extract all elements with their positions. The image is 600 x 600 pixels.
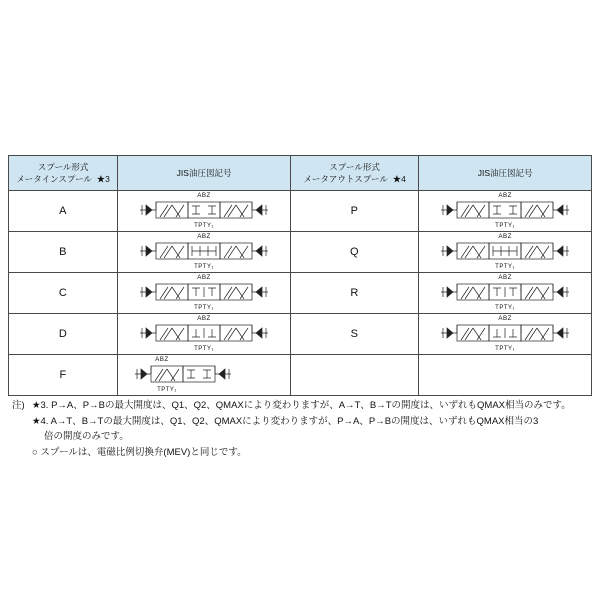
symbol-port-labels-bottom: TPTY₁: [495, 305, 516, 311]
jis-symbol-in: [118, 191, 291, 232]
symbol-port-labels-top: ABZ: [197, 315, 211, 322]
valve-symbol-svg: [138, 200, 270, 222]
table-row: [9, 191, 592, 232]
footnote-row: [12, 398, 588, 414]
jis-symbol-out: [419, 273, 592, 314]
symbol-port-labels-top: ABZ: [498, 233, 512, 240]
meter-out-code: R: [290, 273, 418, 314]
jis-symbol-out: [419, 191, 592, 232]
symbol-port-labels-bottom: TPTY₁: [495, 223, 516, 229]
footnote-body-2: A→T、B→Tの最大開度は、Q1、Q2、QMAXにより変わりますが、P→A、P→Bの開度は、いずれもQMAX相当の3: [50, 415, 539, 427]
footnote-text: [32, 445, 588, 461]
header-meter-in-line2: メータインスプール ★3: [16, 174, 110, 184]
header-meter-out-line1: スプール形式: [329, 161, 380, 172]
symbol-port-labels-top: ABZ: [197, 233, 211, 240]
header-meter-out-type: [290, 156, 418, 191]
valve-symbol-svg: [138, 323, 270, 345]
symbol-port-labels-bottom: TPTY₁: [194, 346, 214, 352]
meter-in-code: C: [9, 273, 118, 314]
jis-symbol-in: [118, 355, 291, 396]
valve-symbol-diagram: [127, 355, 259, 395]
meter-in-code: F: [9, 355, 118, 396]
valve-symbol-svg: [138, 241, 270, 263]
footnotes: [12, 398, 588, 461]
header-meter-in-star: ★3: [96, 174, 110, 184]
valve-symbol-diagram: [439, 314, 571, 354]
meter-in-code: D: [9, 314, 118, 355]
valve-symbol-diagram: [138, 191, 270, 231]
table-row: [9, 355, 592, 396]
symbol-port-labels-top: ABZ: [498, 192, 512, 199]
header-jis-symbol-out: JIS油圧図記号: [419, 156, 592, 191]
symbol-port-labels-top: ABZ: [197, 192, 211, 199]
symbol-port-labels-bottom: TPTY₁: [194, 305, 214, 311]
table-row: [9, 232, 592, 273]
meter-out-code: S: [290, 314, 418, 355]
valve-symbol-diagram: [138, 314, 270, 354]
header-meter-in-line1: スプール形式: [37, 161, 89, 172]
meter-out-code: [290, 355, 418, 396]
valve-symbol-diagram: [439, 191, 571, 231]
symbol-port-labels-bottom: TPTY₁: [495, 346, 516, 352]
meter-out-code: Q: [290, 232, 418, 273]
meter-in-code: A: [9, 191, 118, 232]
valve-symbol-diagram: [439, 232, 571, 272]
header-meter-out-star: ★4: [392, 174, 406, 184]
footnote-tag-2: ★4.: [32, 415, 49, 427]
meter-out-code: P: [290, 191, 418, 232]
footnote-row: [12, 429, 588, 445]
valve-symbol-svg: [127, 364, 259, 386]
footnote-row: [12, 414, 588, 430]
header-meter-in-type: [9, 156, 118, 191]
jis-symbol-out: [419, 314, 592, 355]
symbol-port-labels-top: ABZ: [498, 315, 512, 322]
footnote-text: [32, 414, 588, 430]
symbol-port-labels-bottom: TPTY₁: [194, 264, 214, 270]
footnote-lead: 注): [12, 400, 25, 411]
footnote-tag-1: ★3.: [32, 400, 49, 411]
valve-symbol-svg: [439, 200, 571, 222]
symbol-port-labels-bottom: TPTY₁: [157, 387, 177, 393]
footnote-continuation: 倍の開度のみです。: [44, 431, 129, 443]
footnote-tag-3: ○: [32, 447, 38, 459]
jis-symbol-in: [118, 314, 291, 355]
table-header-row: [9, 156, 592, 191]
valve-symbol-diagram: [138, 232, 270, 272]
footnote-body-3: スプールは、電磁比例切換弁(MEV)と同じです。: [40, 447, 247, 459]
symbol-port-labels-top: ABZ: [498, 274, 512, 281]
symbol-port-labels-bottom: TPTY₁: [194, 223, 214, 229]
valve-symbol-diagram: [138, 273, 270, 313]
table-header: [9, 156, 592, 191]
footnote-text: [32, 398, 588, 414]
symbol-port-labels-bottom: TPTY₁: [495, 264, 516, 270]
footnote-body-1: P→A、P→Bの最大開度は、Q1、Q2、QMAXにより変わりますが、A→T、B→Tの開度は、いずれもQMAX相当のみです。: [51, 400, 571, 411]
valve-symbol-svg: [439, 241, 571, 263]
jis-symbol-out: [419, 232, 592, 273]
table-row: [9, 273, 592, 314]
jis-symbol-in: [118, 232, 291, 273]
meter-in-code: B: [9, 232, 118, 273]
symbol-port-labels-top: ABZ: [155, 356, 169, 363]
valve-symbol-diagram: [439, 273, 571, 313]
table-row: [9, 314, 592, 355]
header-jis-symbol-in: JIS油圧図記号: [118, 156, 291, 191]
jis-symbol-in: [118, 273, 291, 314]
header-meter-out-line2: メータアウトスプール ★4: [303, 174, 406, 184]
valve-symbol-svg: [439, 323, 571, 345]
jis-symbol-out: [419, 355, 592, 396]
table-body: [9, 191, 592, 396]
valve-symbol-svg: [138, 282, 270, 304]
spool-type-table: [8, 155, 592, 396]
footnote-row: [12, 445, 588, 461]
valve-symbol-svg: [439, 282, 571, 304]
symbol-port-labels-top: ABZ: [197, 274, 211, 281]
